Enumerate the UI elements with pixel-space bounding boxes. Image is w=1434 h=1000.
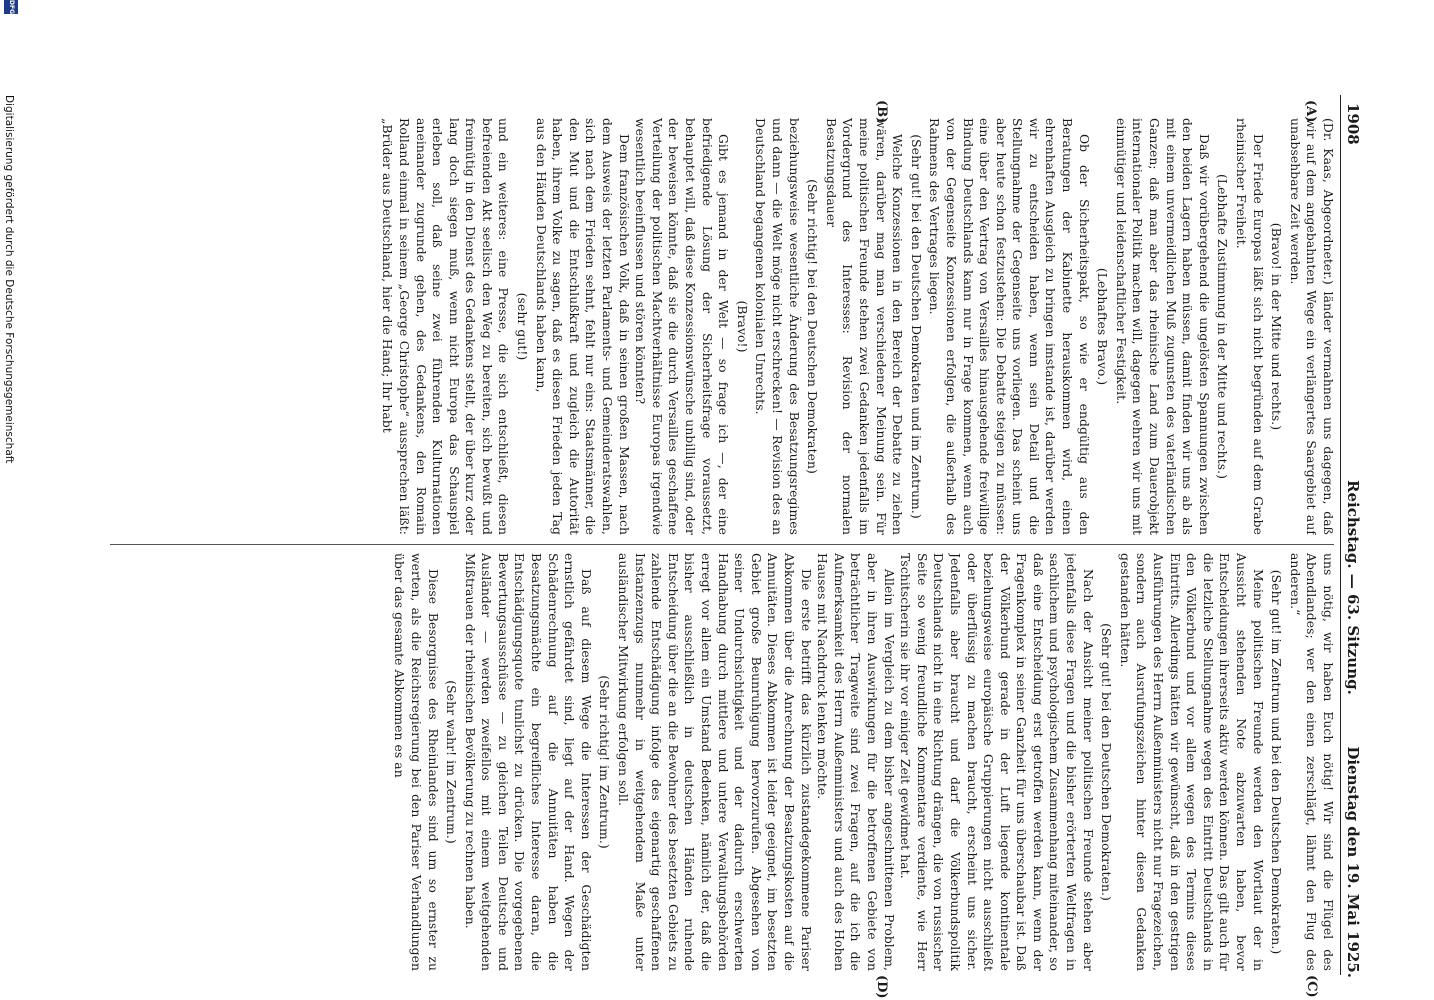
- paragraph: Diese Besorgnisse des Rheinlandes sind um so ernster zu werten, als die Reichsregierung bei den Pariser Verhandlungen über das gesamte Abkommen es an: [392, 553, 440, 971]
- paragraph: Dem französischen Volk, daß in seinen großen Massen, nach dem Ausweis der letzten Parlaments- und Gemeinderatswahlen, sich nach dem Frieden sehnt, fehlt nur eins: Staatsmänner, die den Mut und die Entschlußkraft und zugleich die Autorität haben, ihrem Volke zu sagen, daß es diesen Frieden jeden Tag aus den Händen Deutschlands haben kann,: [533, 118, 631, 535]
- session-date: Dienstag den 19. Mai 1925.: [1344, 746, 1362, 978]
- interjection: (Sehr richtig! bei den Deutschen Demokraten): [805, 179, 820, 474]
- digitization-credit: Digitalisierung gefördert durch die Deutsche Forschungsgemeinschaft: [3, 95, 15, 464]
- dfg-logo: DFG: [4, 0, 18, 14]
- paragraph: Gibt es jemand in der Welt — so frage ich —, der eine befriedigende Lösung der Sicherheitsfrage voraussetzt, behauptet will, daß diese Konzessionswünsche unbillig sind, oder der beweisen könnte, daß sie die durch Versailles geschaffene Verteilung der politischen Machtverhältnisse Europas irgendwie wesentlich beeinflussen und stören könnten?: [633, 118, 731, 535]
- interjection: (Sehr wahr! im Zentrum.): [444, 680, 459, 844]
- margin-marker-a: (A): [1303, 100, 1318, 123]
- paragraph: (Dr. Kaas, Abgeordneter.) länder vermahnen uns dagegen, daß wir auf dem angebahnten Wege ein verlängertes Saargebiet auf unabsehbare Zeit werden.: [1287, 118, 1335, 535]
- interjection: (sehr gut!): [515, 292, 530, 361]
- margin-marker-d: (D): [874, 975, 889, 999]
- page-number: 1908: [1344, 103, 1362, 145]
- interjection: (Lebhaftes Bravo.): [1095, 267, 1110, 386]
- paragraph: Die erste betrifft das kürzlich zustandegekommene Pariser Abkommen über die Anrechnung der Besatzungskosten auf die Annuitäten. Dieses Abkommen ist leider geeignet, im besetzten Gebiet große Beunruhigung hervorzurufen. Abgesehen von seiner Undurchsichtigkeit und der dadurch erschwerten Handhabung durch mittlere und untere Verwaltungsbehörden erregt vor allem ein Umstand Bedenken, nämlich der, daß die bisher ausschließlich in deutschen Händen ruhende Entscheidung über die an die Bewohner des besetzten Gebiets zu zahlende Entschädigung infolge des eigenartig geschaffenen Instanzenzugs nunmehr in weitgehendem Maße unter ausländischer Mitwirkung erfolgen soll.: [616, 553, 813, 971]
- column-divider: [110, 544, 1334, 545]
- paragraph: Allein im Vergleich zu dem bisher angeschnittenen Problem, aber in ihren Auswirkungen für die betroffenen Gebiete von beträchtlicher Tragweite sind zwei Fragen, auf die ich die Aufmerksamkeit des Herrn Außenministers und auch des Hohen Hauses mit Nachdruck lenken möchte.: [815, 553, 896, 971]
- session-title: Reichstag. — 63. Sitzung.: [1344, 480, 1362, 695]
- paragraph: Der Friede Europas läßt sich nicht begründen auf dem Grabe rheinischer Freiheit.: [1234, 118, 1265, 535]
- paragraph: Welche Konzessionen in den Bereich der Debatte zu ziehen wären, darüber mag man verschiedener Meinung sein. Für meine politischen Freunde stehen zwei Gedanken jedenfalls im Vordergrund des Interesses: Revision der normalen Besatzungsdauer: [823, 118, 905, 535]
- paragraph: Meine politischen Freunde werden den Wortlaut der in Aussicht stehenden Note abzuwarten haben, bevor Entscheidungen ihrerseits aktiv werden können. Das gilt auch für die letzliche Stellungnahme wegen des Eintritt Deutschlands in den Völkerbund und vor allem wegen des Termins dieses Eintritts. Allerdings hätten wir gewünscht, daß in den gestrigen Ausführungen des Herrn Außenministers nicht nur Fragezeichen, sondern auch Ausrufungszeichen hinter diesen Gedanken gestanden hätten.: [1117, 553, 1265, 971]
- header-rule: [1340, 95, 1341, 975]
- paragraph: und ein weiteres: eine Presse, die sich entschließt, diesen befreienden Akt seelisch den Weg zu bereiten, sich bewußt und freimütig in den Dienst des Gedankens stellt, der über kurz oder lang doch siegen muß, wenn nicht Europa das Schauspiel erleben soll, daß seine zwei führenden Kulturnationen aneinander zugrunde gehen, des Gedankens, den Romain Rolland einmal in seinem „George Christophe“ aussprechen läßt: „Brüder aus Deutschland, hier die Hand; Ihr habt: [380, 118, 511, 535]
- paragraph: Nach der Ansicht meiner politischen Freunde stehen aber jedenfalls diese Fragen und die bisher erörterten Weltfragen in sachlichem und psychologischem Zusammenhang miteinander, so daß eine Entscheidung erst getroffen werden kann, wenn der Fragenkomplex in seiner Ganzheit für uns überschaubar ist. Daß der Völkerbund gerade in der Luft liegende kontinentale beziehungsweise europäische Gruppierungen nicht ausschließt oder überflüssig zu machen braucht, erscheint uns sicher. Jedenfalls aber braucht und darf die Völkerbundspolitik Deutschlands nicht in eine Richtung drängen, die von russischer Seite so wenig freundliche Kommentare verdiente, wie Herr Tschitscherin sie ihr vor einiger Zeit gewidmet hat.: [898, 553, 1095, 971]
- right-column: [110, 553, 1336, 971]
- paragraph: beziehungsweise wesentliche Änderung des Besatzungsregimes und dann — die Welt möge nicht erschrecken! — Revision des an Deutschland begangenen kolonialen Unrechts.: [753, 118, 801, 535]
- interjection: (Sehr gut! bei den Deutschen Demokraten.): [1099, 623, 1114, 901]
- left-column: [110, 118, 1336, 535]
- interjection: (Sehr gut! im Zentrum und bei den Deutschen Demokraten.): [1269, 569, 1284, 955]
- interjection: (Bravo! in der Mitte und rechts.): [1269, 222, 1284, 431]
- interjection: (Sehr richtig! im Zentrum.): [597, 675, 612, 849]
- margin-marker-c: (C): [1304, 975, 1319, 998]
- paragraph: Ob der Sicherheitspakt, so wie er endgültig aus den Beratungen der Kabinette herauskommen wird, einen ehrenhaften Ausgleich zu bringen imstande ist, darüber werden wir zu entscheiden haben, wenn sein Detail und die Stellungnahme der Gegenseite uns vorliegen. Das scheint uns aber heute schon festzustehen: Die Debatte steigen zu müssen: eine über den Vertrag von Versailles hinausgehende freiwillige Bindung Deutschlands kann nur in Frage kommen, wenn auch von der Gegenseite Konzessionen erfolgen, die außerhalb des Rahmens des Vertrages liegen.: [927, 118, 1091, 535]
- interjection: (Lebhafte Zustimmung in der Mitte und rechts.): [1215, 173, 1230, 480]
- paragraph: Daß auf diesem Wege die Interessen der Geschädigten ernstlich gefährdet sind, liegt auf der Hand. Wegen der Schädenrechnung auf die Annuitäten haben die Besatzungsmächte ein begreifliches Interesse daran, die Entschädigungsquote tunlichst zu drücken. Die vorgegebenen Bewertungsausschüsse — zu gleichen Teilen Deutsche und Ausländer — werden zweifellos mit einem weitgehenden Mißtrauen der rheinischen Bevölkerung zu rechnen haben.: [462, 553, 593, 971]
- interjection: (Bravo!): [734, 300, 749, 353]
- margin-marker-b: (B): [874, 100, 889, 124]
- page-header: [1338, 95, 1362, 1000]
- paragraph: uns nötig, wir haben Euch nötig! Wir sind die Flügel des Abendlandes; wer den einen zerschlägt, lähmt den Flug des anderen.“: [1287, 553, 1335, 971]
- paragraph: Daß wir vorübergehend die ungelösten Spannungen zwischen den beiden Lagern haben müssen, damit finden wir uns ab als mit einem unvermeidlichen Muß zugunsten des vaterländischen Ganzen; daß man aber das rheinische Land zum Dauerobjekt internationaler Politik machen will, dagegen wehren wir uns mit einmütiger und leidenschaftlicher Festigkeit.: [1113, 118, 1211, 535]
- interjection: (Sehr gut! bei den Deutschen Demokraten und im Zentrum.): [908, 134, 923, 519]
